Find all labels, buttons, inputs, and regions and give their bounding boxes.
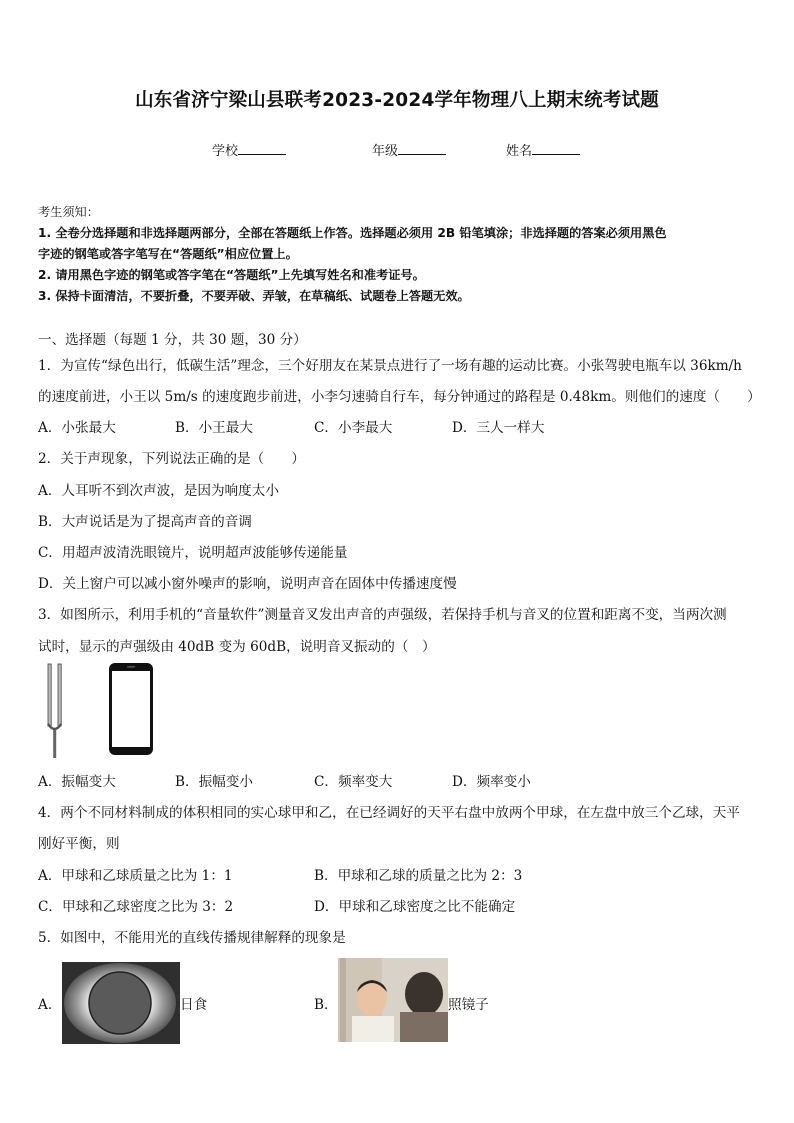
q3-option-b: B．振幅变小 bbox=[175, 774, 253, 790]
q5-option-b-letter: B． bbox=[314, 997, 338, 1013]
q4-line-1: 4．两个不同材料制成的体积相同的实心球甲和乙，在已经调好的天平右盘中放两个甲球，在左盘中放三个乙球，天平 bbox=[38, 805, 740, 821]
q5-option-a-text: 日食 bbox=[180, 997, 208, 1013]
notice-line-1a: 1. 全卷分选择题和非选择题两部分，全部在答题纸上作答。选择题必须用 2B 铅笔填涂；非选择题的答案必须用黑色 bbox=[38, 226, 667, 240]
q2-option-b: B．大声说话是为了提高声音的音调 bbox=[38, 514, 252, 530]
q5-option-a-letter: A． bbox=[38, 997, 62, 1013]
q1-option-b: B．小王最大 bbox=[175, 420, 253, 436]
q1-option-d: D．三人一样大 bbox=[452, 420, 545, 436]
notice-line-3: 3. 保持卡面清洁，不要折叠，不要弄破、弄皱，在草稿纸、试题卷上答题无效。 bbox=[38, 289, 470, 303]
q2-stem: 2．关于声现象，下列说法正确的是（ ） bbox=[38, 451, 305, 467]
page-title: 山东省济宁梁山县联考2023-2024学年物理八上期末统考试题 bbox=[135, 90, 659, 111]
q2-option-a: A．人耳听不到次声波，是因为响度太小 bbox=[38, 483, 279, 499]
school-blank bbox=[238, 141, 286, 155]
school-label: 学校 bbox=[212, 144, 239, 159]
q1-option-c: C．小李最大 bbox=[314, 420, 393, 436]
q4-option-a: A．甲球和乙球质量之比为 1：1 bbox=[38, 868, 233, 884]
q3-option-a: A．振幅变大 bbox=[38, 774, 116, 790]
phone-image bbox=[108, 662, 154, 756]
mirror-reflection-image bbox=[338, 958, 448, 1042]
q3-line-2: 试时，显示的声强级由 40dB 变为 60dB，说明音叉振动的（ ） bbox=[38, 639, 436, 655]
q4-option-c: C．甲球和乙球密度之比为 3：2 bbox=[38, 899, 234, 915]
solar-eclipse-image bbox=[62, 962, 180, 1044]
grade-label: 年级 bbox=[372, 144, 399, 159]
school-field bbox=[212, 140, 286, 159]
q1-line-1: 1．为宣传“绿色出行，低碳生活”理念，三个好朋友在某景点进行了一场有趣的运动比赛。小张驾驶电瓶车以 36km/h bbox=[38, 358, 742, 374]
q1-line-2: 的速度前进，小王以 5m/s 的速度跑步前进，小李匀速骑自行车，每分钟通过的路程是 0.48km。则他们的速度（ ） bbox=[38, 389, 761, 405]
tuning-fork-image bbox=[44, 662, 66, 760]
q2-option-d: D．关上窗户可以减小窗外噪声的影响，说明声音在固体中传播速度慢 bbox=[38, 576, 457, 592]
name-label: 姓名 bbox=[506, 144, 533, 159]
grade-field bbox=[372, 140, 446, 159]
notice-line-1b: 字迹的钢笔或答字笔写在“答题纸”相应位置上。 bbox=[38, 247, 298, 261]
notice-header: 考生须知： bbox=[38, 205, 99, 219]
q3-option-d: D．频率变小 bbox=[452, 774, 531, 790]
q4-option-b: B．甲球和乙球的质量之比为 2：3 bbox=[314, 868, 523, 884]
name-blank bbox=[532, 141, 580, 155]
q3-option-c: C．频率变大 bbox=[314, 774, 393, 790]
q5-option-b-text: 照镜子 bbox=[448, 997, 489, 1013]
section-heading: 一、选择题（每题 1 分，共 30 题，30 分） bbox=[38, 332, 307, 348]
q2-option-c: C．用超声波清洗眼镜片，说明超声波能够传递能量 bbox=[38, 545, 348, 561]
q4-option-d: D．甲球和乙球密度之比不能确定 bbox=[314, 899, 516, 915]
grade-blank bbox=[398, 141, 446, 155]
notice-line-2: 2. 请用黑色字迹的钢笔或答字笔在“答题纸”上先填写姓名和准考证号。 bbox=[38, 268, 425, 282]
q4-line-2: 刚好平衡，则 bbox=[38, 836, 120, 852]
q5-stem: 5．如图中，不能用光的直线传播规律解释的现象是 bbox=[38, 930, 346, 946]
q3-line-1: 3．如图所示，利用手机的“音量软件”测量音叉发出声音的声强级，若保持手机与音叉的位置和距离不变，当两次测 bbox=[38, 607, 727, 623]
name-field bbox=[506, 140, 580, 159]
q1-option-a: A．小张最大 bbox=[38, 420, 116, 436]
